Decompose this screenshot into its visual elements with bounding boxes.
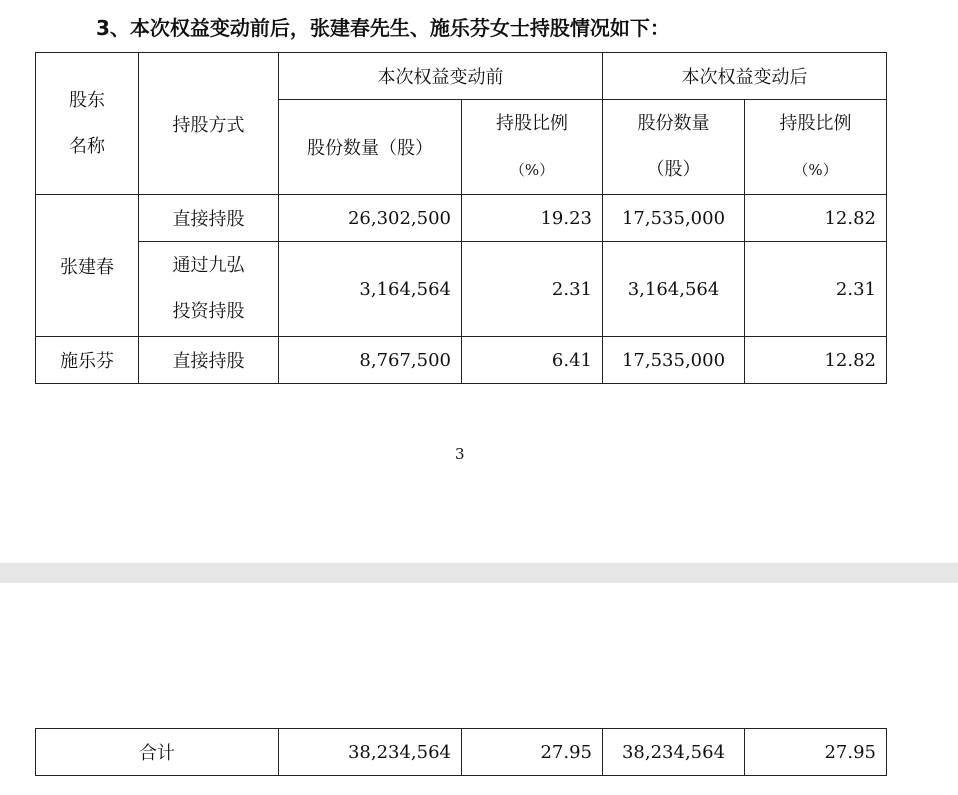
header-before: 本次权益变动前 [279, 53, 603, 100]
row-before-shares: 3,164,564 [279, 242, 462, 337]
header-method: 持股方式 [139, 53, 279, 195]
table-row [36, 195, 887, 242]
row-method: 直接持股 [139, 337, 279, 384]
row-before-ratio: 2.31 [462, 242, 603, 337]
total-before-ratio: 27.95 [462, 729, 603, 776]
total-after-shares: 38,234,564 [603, 729, 745, 776]
row-after-shares: 3,164,564 [603, 242, 745, 337]
header-before-ratio: 持股比例 （%） [462, 100, 603, 195]
row-method: 直接持股 [139, 195, 279, 242]
table-row [36, 242, 887, 337]
header-after: 本次权益变动后 [603, 53, 887, 100]
row-method: 通过九弘 投资持股 [139, 242, 279, 337]
row-after-shares: 17,535,000 [603, 195, 745, 242]
row-after-ratio: 2.31 [745, 242, 887, 337]
row-before-shares: 26,302,500 [279, 195, 462, 242]
page-separator [0, 563, 958, 583]
row-after-ratio: 12.82 [745, 337, 887, 384]
header-after-shares: 股份数量 （股） [603, 100, 745, 195]
total-after-ratio: 27.95 [745, 729, 887, 776]
row-name: 张建春 [36, 195, 139, 337]
row-before-ratio: 19.23 [462, 195, 603, 242]
header-before-shares: 股份数量（股） [279, 100, 462, 195]
row-after-ratio: 12.82 [745, 195, 887, 242]
section-heading: 3、本次权益变动前后，张建春先生、施乐芬女士持股情况如下： [96, 16, 670, 40]
shareholding-table [35, 52, 887, 384]
page-number: 3 [455, 445, 465, 463]
total-row [36, 729, 887, 776]
header-after-ratio: 持股比例 （%） [745, 100, 887, 195]
total-before-shares: 38,234,564 [279, 729, 462, 776]
row-before-ratio: 6.41 [462, 337, 603, 384]
total-label: 合计 [36, 729, 279, 776]
header-shareholder: 股东 名称 [36, 53, 139, 195]
table-row [36, 337, 887, 384]
row-name: 施乐芬 [36, 337, 139, 384]
row-before-shares: 8,767,500 [279, 337, 462, 384]
row-after-shares: 17,535,000 [603, 337, 745, 384]
total-table [35, 728, 887, 776]
